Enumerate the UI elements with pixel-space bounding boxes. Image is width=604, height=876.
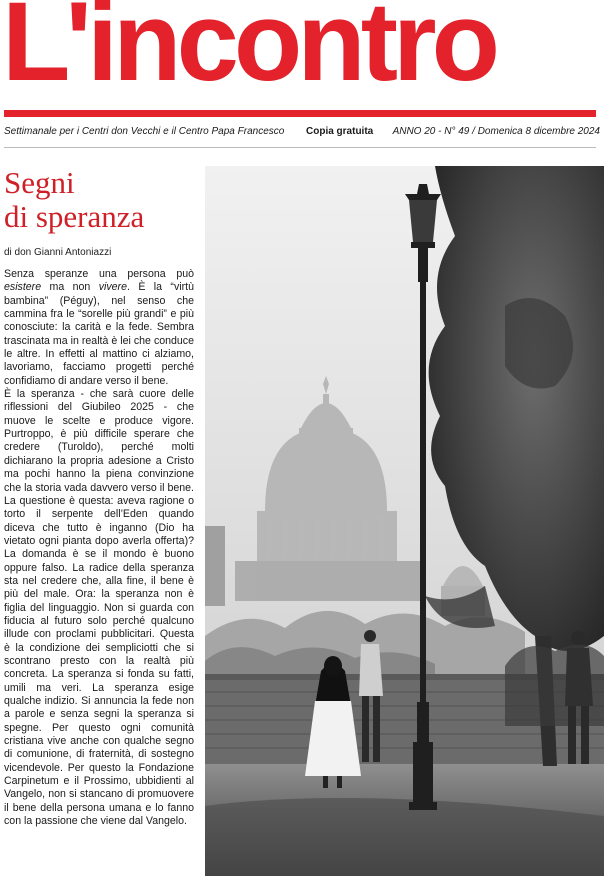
article-title	[4, 166, 200, 234]
masthead-subline	[4, 126, 600, 142]
paragraph-1-text-e: . È la “virtù bambina” (Péguy), nel senso che cammina fra le “sorelle più grandi” e più conosciute: la carità e la fede. Sembra trascinata ma in realtà è lei che conduce le altre. In effetti al mattino ci alziamo, lavoriamo, facciamo progetti perché confidiamo di andare verso il bene.	[4, 281, 194, 387]
article-title-line-1: Segni	[4, 165, 75, 200]
logo-underline	[4, 110, 596, 117]
paragraph-1-text-c: ma non	[41, 281, 99, 294]
article-paragraph-1	[4, 268, 194, 388]
cover-photo	[205, 166, 604, 876]
article-body	[4, 268, 194, 828]
issue-info: ANNO 20 - N° 49 / Domenica 8 dicembre 2024	[392, 126, 600, 137]
tagline: Settimanale per i Centri don Vecchi e il Centro Papa Francesco	[4, 126, 285, 137]
article-title-line-2: di speranza	[4, 199, 145, 234]
article-paragraph-2: È la speranza - che sarà cuore delle riflessioni del Giubileo 2025 - che muove le scelte e produce vigore. Purtroppo, è più difficile sperare che credere (Turoldo), perché molti dichiarano la propria adesione a Cristo ma pochi hanno la piena convinzione che la storia vada davvero verso il bene. La questione è questa: aveva ragione o torto il serpente dell’Eden quando diceva che tutto è inganno (Dio ha vietato ogni pianta dopo averla offerta)? La domanda è se il mondo è buono oppure falso. La radice della speranza sta nel credere che, alla fine, il bene è più del male. Ora: la speranza non è figlia del linguaggio. Non si guarda con fiducia al futuro solo perché qualcuno illude con proclami pubblicitari. Questa è la condizione dei sempliciotti che si scontrano presto con la realtà più concreta. La speranza si fonda su fatti, umili ma veri. La speranza esige qualche indizio. Si annuncia la fede non a parole e senza segni la speranza si spegne. Per questo ogni comunità cristiana vive anche con qualche segno di comunione, di fraternità, di sostegno vicendevole. Per questo la Fondazione Carpinetum e il Prossimo, ubbidienti al Vangelo, non si stancano di promuovere il bene della persona umana e lo fanno con la passione che viene dal Vangelo.	[4, 388, 194, 828]
paragraph-1-emphasis-live: vivere	[98, 281, 127, 294]
free-copy-label: Copia gratuita	[306, 126, 374, 137]
paragraph-1-text-a: Senza speranze una persona può	[4, 268, 194, 280]
header-divider	[4, 147, 596, 148]
paragraph-1-emphasis-exist: esistere	[4, 281, 42, 294]
cover-photo-illustration	[205, 166, 604, 876]
article-byline: di don Gianni Antoniazzi	[4, 247, 112, 258]
masthead	[0, 0, 604, 120]
newspaper-logo: L'incontro	[2, 0, 495, 104]
